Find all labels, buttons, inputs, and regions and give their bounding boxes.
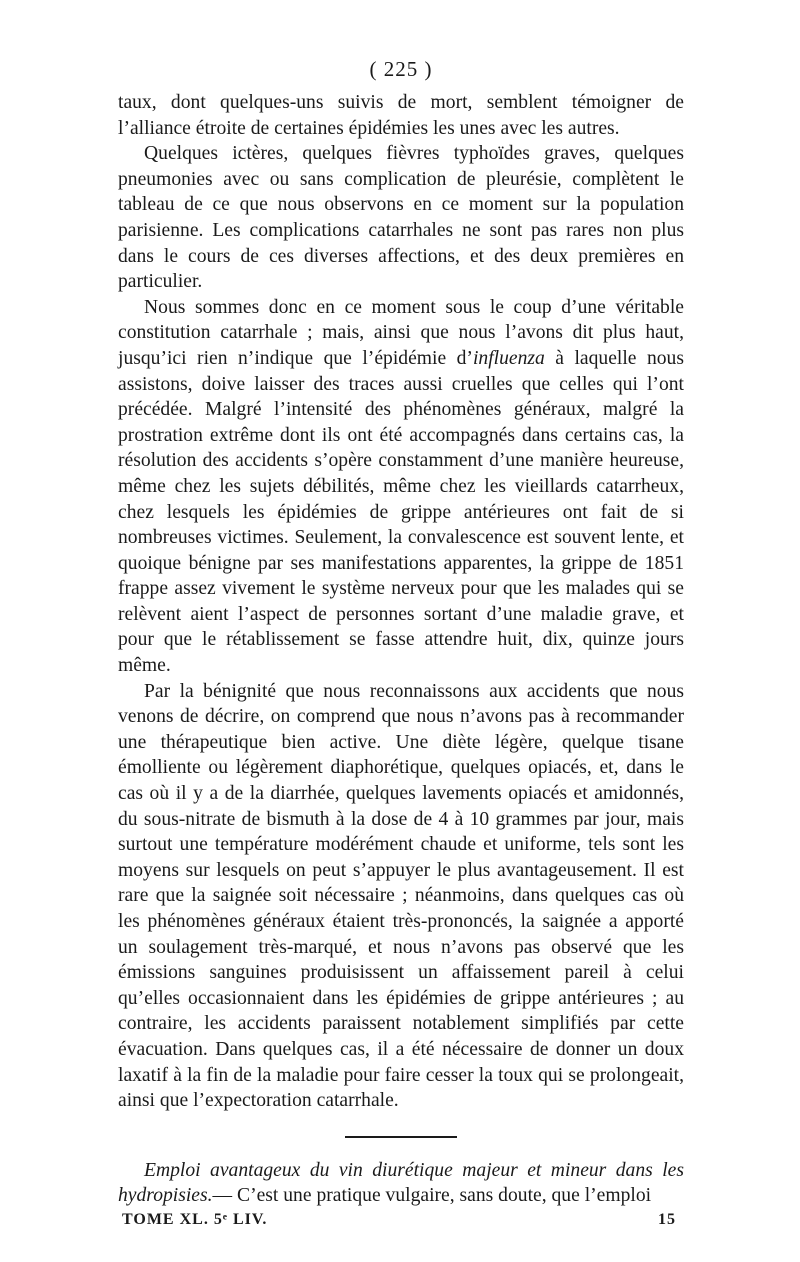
paragraph-complications: Quelques ictères, quelques fièvres typhoïdes graves, quelques pneumonies avec ou sans complication de pleurésie, complètent le tableau de ce que nous observons en ce moment sur la population parisienne. Les complications catarrhales ne sont pas rares non plus dans le cours de ces diverses affections, et des deux premières en particulier. bbox=[118, 143, 684, 293]
section-divider bbox=[345, 1136, 457, 1138]
signature-number: 15 bbox=[658, 1210, 676, 1228]
page-number: ( 225 ) bbox=[369, 57, 433, 81]
printer-signature bbox=[118, 1211, 684, 1229]
section-text: — C’est une pratique vulgaire, sans doute, que l’emploi bbox=[212, 1185, 652, 1207]
paragraph-continuation: taux, dont quelques-uns suivis de mort, semblent témoigner de l’alliance étroite de certaines épidémies les unes avec les autres. bbox=[118, 92, 684, 139]
paragraph-therapeutique: Par la bénignité que nous reconnaissons aux accidents que nous venons de décrire, on comprend que nous n’avons pas à recommander une thérapeutique bien active. Une diète légère, quelque tisane émolliente ou légèrement diaphorétique, quelques opiacés, et, dans le cas où il y a de la diarrhée, quelques lavements opiacés et amidonnés, du sous-nitrate de bismuth à la dose de 4 à 10 grammes par jour, mais surtout une température modérément chaude et uniforme, tels sont les moyens sur lesquels on peut s’appuyer le plus avantageusement. Il est rare que la saignée soit nécessaire ; néanmoins, dans quelques cas où les phénomènes généraux étaient très-prononcés, la saignée a apporté un soulagement très-marqué, et nous n’avons pas observé que les émissions sanguines produisissent un affaissement pareil à celui qu’elles occasionnaient dans les épidémies de grippe antérieures ; au contraire, les accidents paraissent notablement simplifiés par cette évacuation. Dans quelques cas, il a été nécessaire de donner un doux laxatif à la fin de la maladie pour faire cesser la toux qui se prolongeait, ainsi que l’expectoration catarrhale. bbox=[118, 680, 684, 1112]
section-title: Emploi avantageux du vin diurétique majeur et mineur dans les hydropisies. bbox=[118, 1159, 684, 1207]
paragraph-text-before: Nous sommes donc en ce moment sous le coup d’une véritable constitution catarrhale ; mais, ainsi que nous l’avons dit plus haut, jusqu’ici rien n’indique que l’épidémie d’ bbox=[118, 296, 684, 369]
paragraph-constitution-catarrhale bbox=[118, 295, 684, 679]
document-page bbox=[118, 56, 684, 1229]
paragraph-text-after: à laquelle nous assistons, doive laisser des traces aussi cruelles que celles qui l’ont précédée. Malgré l’intensité des phénomènes généraux, malgré la prostration extrême dont ils ont été accompagnés dans certains cas, la résolution des accidents s’opère constamment d’une manière heureuse, même chez les sujets débilités, même chez les vieillards catarrheux, chez lesquels les épidémies de grippe antérieures ont fait de si nombreuses victimes. Seulement, la convalescence est souvent lente, et quoique bénigne par ses manifestations apparentes, la grippe de 1851 frappe assez vivement le système nerveux pour que les malades qui se relèvent aient l’aspect de personnes sortant d’une maladie grave, et pour que le rétablissement se fasse attendre huit, dix, quinze jours même. bbox=[118, 347, 684, 677]
section-vin-diuretique bbox=[118, 1158, 684, 1209]
signature-volume: TOME XL. 5ᵉ LIV. bbox=[122, 1210, 268, 1228]
influenza-emphasis: influenza bbox=[472, 347, 545, 369]
